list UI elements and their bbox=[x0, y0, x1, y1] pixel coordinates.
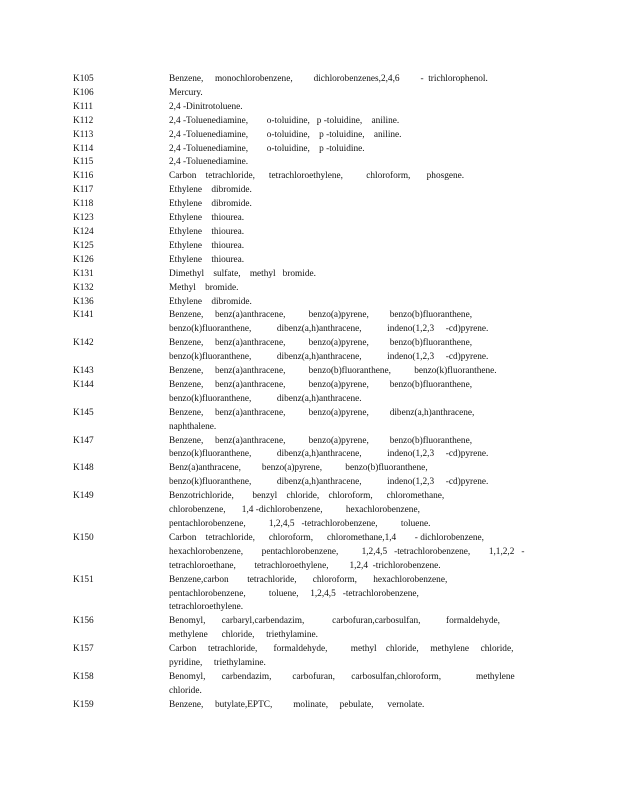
description-line: benzo(k)fluoranthene, dibenz(a,h)anthracene, indeno(1,2,3 -cd)pyrene. bbox=[169, 477, 489, 488]
constituents-description bbox=[169, 73, 543, 87]
description-line: Ethylene thiourea. bbox=[169, 240, 245, 251]
table-row bbox=[0, 87, 618, 101]
waste-code: K147 bbox=[73, 435, 94, 446]
table-row bbox=[0, 226, 618, 240]
constituents-description bbox=[169, 365, 543, 379]
waste-code: K112 bbox=[73, 115, 94, 126]
description-line: tetrachloroethane, tetrachloroethylene, 1,2,4 -trichlorobenzene. bbox=[169, 560, 441, 571]
description-line: 2,4 -Dinitrotoluene. bbox=[169, 101, 243, 112]
description-line: methylene chloride, triethylamine. bbox=[169, 630, 318, 641]
constituents-description bbox=[169, 254, 543, 268]
waste-code: K141 bbox=[73, 310, 94, 321]
table-row bbox=[0, 309, 618, 337]
waste-code: K136 bbox=[73, 296, 94, 307]
constituents-description bbox=[169, 268, 543, 282]
waste-code: K117 bbox=[73, 185, 94, 196]
description-line: Benomyl, carbaryl,carbendazim, carbofuran,carbosulfan, formaldehyde, bbox=[169, 616, 500, 627]
table-row bbox=[0, 615, 618, 643]
table-row bbox=[0, 532, 618, 574]
constituents-description bbox=[169, 532, 543, 574]
constituents-description bbox=[169, 643, 543, 671]
waste-code: K113 bbox=[73, 129, 94, 140]
description-line: Benzene, benz(a)anthracene, benzo(a)pyrene, dibenz(a,h)anthracene, bbox=[169, 407, 475, 418]
description-line: Benzene, benz(a)anthracene, benzo(a)pyrene, benzo(b)fluoranthene, bbox=[169, 310, 473, 321]
description-line: chloride. bbox=[169, 685, 202, 696]
waste-code: K132 bbox=[73, 282, 94, 293]
table-row bbox=[0, 462, 618, 490]
table-row bbox=[0, 268, 618, 282]
description-line: benzo(k)fluoranthene, dibenz(a,h)anthracene, indeno(1,2,3 -cd)pyrene. bbox=[169, 449, 489, 460]
description-line: chlorobenzene, 1,4 -dichlorobenzene, hexachlorobenzene, bbox=[169, 505, 420, 516]
description-line: Mercury. bbox=[169, 87, 203, 98]
constituents-description bbox=[169, 240, 543, 254]
waste-code: K114 bbox=[73, 143, 94, 154]
table-row bbox=[0, 170, 618, 184]
constituents-description bbox=[169, 379, 543, 407]
waste-code: K126 bbox=[73, 254, 94, 265]
table-row bbox=[0, 101, 618, 115]
table-row bbox=[0, 407, 618, 435]
table-row bbox=[0, 379, 618, 407]
waste-code: K105 bbox=[73, 74, 94, 84]
waste-code: K115 bbox=[73, 157, 94, 168]
waste-code: K143 bbox=[73, 366, 94, 377]
description-line: Benzene, benz(a)anthracene, benzo(a)pyrene, benzo(b)fluoranthene, bbox=[169, 338, 473, 349]
description-line: benzo(k)fluoranthene, dibenz(a,h)anthracene. bbox=[169, 393, 362, 404]
waste-code: K123 bbox=[73, 213, 94, 224]
table-row bbox=[0, 671, 618, 699]
waste-code: K124 bbox=[73, 226, 94, 237]
constituents-description bbox=[169, 129, 543, 143]
constituents-description bbox=[169, 296, 543, 310]
constituents-description bbox=[169, 282, 543, 296]
description-line: Ethylene thiourea. bbox=[169, 213, 245, 224]
description-line: Ethylene thiourea. bbox=[169, 226, 245, 237]
constituents-description bbox=[169, 101, 543, 115]
description-line: pyridine, triethylamine. bbox=[169, 658, 266, 669]
constituents-description bbox=[169, 490, 543, 532]
description-line: naphthalene. bbox=[169, 421, 217, 432]
waste-code: K131 bbox=[73, 268, 94, 279]
constituents-description bbox=[169, 337, 543, 365]
waste-code: K159 bbox=[73, 699, 94, 710]
waste-code: K149 bbox=[73, 491, 94, 502]
table-row bbox=[0, 73, 618, 87]
table-row bbox=[0, 129, 618, 143]
constituents-description bbox=[169, 198, 543, 212]
table-row bbox=[0, 254, 618, 268]
description-line: hexachlorobenzene, pentachlorobenzene, 1,2,4,5 -tetrachlorobenzene, 1,1,2,2 - bbox=[169, 546, 525, 557]
constituents-description bbox=[169, 699, 543, 713]
constituents-description bbox=[169, 170, 543, 184]
description-line: Benzene, benz(a)anthracene, benzo(a)pyrene, benzo(b)fluoranthene, bbox=[169, 435, 473, 446]
description-line: Methyl bromide. bbox=[169, 282, 239, 293]
description-line: Ethylene thiourea. bbox=[169, 254, 245, 265]
constituents-description bbox=[169, 143, 543, 157]
description-line: tetrachloroethylene. bbox=[169, 602, 244, 613]
description-line: Dimethyl sulfate, methyl bromide. bbox=[169, 268, 316, 279]
constituents-description bbox=[169, 212, 543, 226]
description-line: benzo(k)fluoranthene, dibenz(a,h)anthracene, indeno(1,2,3 -cd)pyrene. bbox=[169, 324, 489, 335]
table-row bbox=[0, 282, 618, 296]
waste-code: K118 bbox=[73, 199, 94, 210]
description-line: 2,4 -Toluenediamine, o-toluidine, p -toluidine, aniline. bbox=[169, 115, 400, 126]
description-line: Benomyl, carbendazim, carbofuran, carbosulfan,chloroform, methylene bbox=[169, 671, 515, 682]
description-line: Carbon tetrachloride, formaldehyde, methyl chloride, methylene chloride, bbox=[169, 644, 514, 655]
waste-code: K158 bbox=[73, 671, 94, 682]
constituents-description bbox=[169, 156, 543, 170]
waste-code: K157 bbox=[73, 644, 94, 655]
waste-code: K125 bbox=[73, 240, 94, 251]
waste-code: K151 bbox=[73, 574, 94, 585]
constituents-description bbox=[169, 407, 543, 435]
description-line: Carbon tetrachloride, tetrachloroethylene, chloroform, phosgene. bbox=[169, 171, 465, 182]
description-line: Benz(a)anthracene, benzo(a)pyrene, benzo(b)fluoranthene, bbox=[169, 463, 428, 474]
description-line: pentachlorobenzene, toluene, 1,2,4,5 -tetrachlorobenzene, bbox=[169, 588, 419, 599]
constituents-description bbox=[169, 184, 543, 198]
description-line: Ethylene dibromide. bbox=[169, 296, 252, 307]
description-line: 2,4 -Toluenediamine, o-toluidine, p -toluidine. bbox=[169, 143, 365, 154]
constituents-description bbox=[169, 226, 543, 240]
waste-code: K148 bbox=[73, 463, 94, 474]
table-row bbox=[0, 184, 618, 198]
constituents-description bbox=[169, 435, 543, 463]
waste-code-table bbox=[0, 73, 618, 713]
table-row bbox=[0, 198, 618, 212]
waste-code: K111 bbox=[73, 101, 93, 112]
description-line: Carbon tetrachloride, chloroform, chloromethane,1,4 - dichlorobenzene, bbox=[169, 532, 484, 543]
description-line: Benzotrichloride, benzyl chloride, chloroform, chloromethane, bbox=[169, 491, 445, 502]
table-row bbox=[0, 435, 618, 463]
table-row bbox=[0, 643, 618, 671]
description-line: Benzene, monochlorobenzene, dichlorobenzenes,2,4,6 - trichlorophenol. bbox=[169, 74, 488, 84]
description-line: Ethylene dibromide. bbox=[169, 185, 252, 196]
constituents-description bbox=[169, 671, 543, 699]
constituents-description bbox=[169, 115, 543, 129]
constituents-description bbox=[169, 615, 543, 643]
waste-code: K144 bbox=[73, 379, 94, 390]
table-row bbox=[0, 365, 618, 379]
table-row bbox=[0, 143, 618, 157]
description-line: 2,4 -Toluenediamine. bbox=[169, 157, 249, 168]
table-row bbox=[0, 699, 618, 713]
table-row bbox=[0, 296, 618, 310]
waste-code: K156 bbox=[73, 616, 94, 627]
table-row bbox=[0, 156, 618, 170]
description-line: Benzene,carbon tetrachloride, chloroform, hexachlorobenzene, bbox=[169, 574, 448, 585]
description-line: pentachlorobenzene, 1,2,4,5 -tetrachlorobenzene, toluene. bbox=[169, 519, 431, 529]
constituents-description bbox=[169, 574, 543, 616]
table-row bbox=[0, 337, 618, 365]
constituents-description bbox=[169, 87, 543, 101]
waste-code: K106 bbox=[73, 87, 94, 98]
description-line: Ethylene dibromide. bbox=[169, 199, 252, 210]
table-row bbox=[0, 115, 618, 129]
description-line: 2,4 -Toluenediamine, o-toluidine, p -toluidine, aniline. bbox=[169, 129, 402, 140]
table-row bbox=[0, 240, 618, 254]
description-line: benzo(k)fluoranthene, dibenz(a,h)anthracene, indeno(1,2,3 -cd)pyrene. bbox=[169, 352, 489, 363]
constituents-description bbox=[169, 309, 543, 337]
description-line: Benzene, benz(a)anthracene, benzo(b)fluoranthene, benzo(k)fluoranthene. bbox=[169, 366, 497, 377]
description-line: Benzene, butylate,EPTC, molinate, pebulate, vernolate. bbox=[169, 699, 425, 710]
table-row bbox=[0, 212, 618, 226]
table-row bbox=[0, 574, 618, 616]
waste-code: K150 bbox=[73, 532, 94, 543]
waste-code: K142 bbox=[73, 338, 94, 349]
waste-code: K116 bbox=[73, 171, 94, 182]
constituents-description bbox=[169, 462, 543, 490]
waste-code: K145 bbox=[73, 407, 94, 418]
table-row bbox=[0, 490, 618, 532]
description-line: Benzene, benz(a)anthracene, benzo(a)pyrene, benzo(b)fluoranthene, bbox=[169, 379, 473, 390]
